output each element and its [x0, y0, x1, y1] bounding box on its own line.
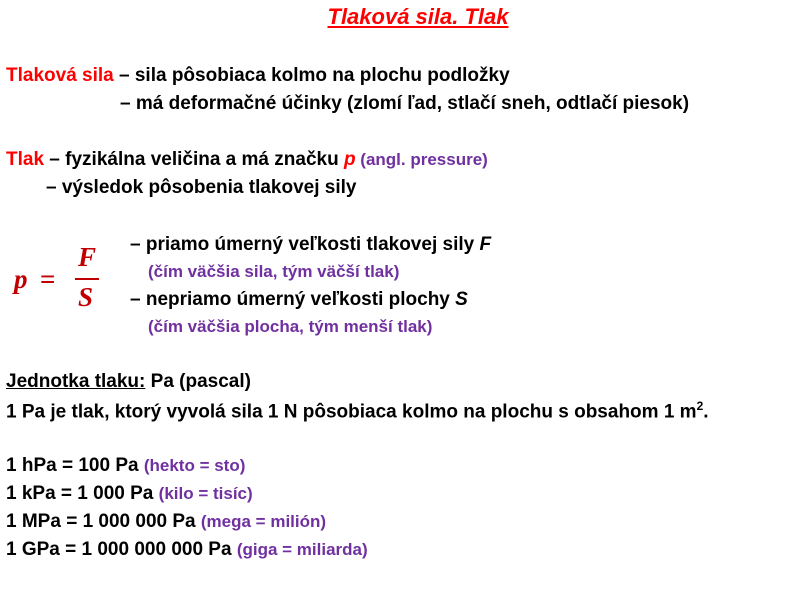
conversion-eq: 1 GPa = 1 000 000 000 Pa	[6, 539, 237, 560]
pressure-term: Tlak	[6, 149, 45, 170]
direct-proportion-note: (čím väčšia sila, tým väčší tlak)	[148, 262, 400, 281]
conversion-eq: 1 hPa = 100 Pa	[6, 455, 144, 476]
unit-period: .	[703, 401, 709, 423]
unit-superscript: 2	[696, 399, 704, 413]
conversion-row	[6, 512, 326, 531]
direct-proportion-text: – priamo úmerný veľkosti tlakovej sily	[130, 234, 480, 255]
pressure-note: (angl. pressure)	[355, 150, 488, 169]
unit-heading: Jednotka tlaku:	[6, 371, 146, 392]
direct-proportion-var: F	[479, 234, 492, 255]
formula-lhs: p	[14, 264, 28, 294]
direct-proportion	[130, 235, 491, 254]
pressure-def-prefix: – fyzikálna veličina a má značku	[44, 149, 344, 170]
pressure-symbol: p	[343, 149, 356, 170]
formula-denominator: S	[78, 282, 94, 312]
inverse-proportion-var: S	[455, 289, 468, 310]
conversion-row	[6, 456, 245, 475]
unit-heading-line	[6, 372, 251, 391]
inverse-proportion-note: (čím väčšia plocha, tým menší tlak)	[148, 317, 433, 336]
pressure-force-def2: – má deformačné účinky (zlomí ľad, stlačí sneh, odtlačí piesok)	[120, 93, 690, 114]
page-title: Tlaková sila. Tlak	[327, 4, 509, 29]
conversion-row	[6, 540, 368, 559]
conversion-eq: 1 kPa = 1 000 Pa	[6, 483, 159, 504]
inverse-proportion-text: – nepriamo úmerný veľkosti plochy	[130, 289, 456, 310]
conversion-eq: 1 MPa = 1 000 000 Pa	[6, 511, 201, 532]
conversion-row	[6, 484, 253, 503]
unit-value: Pa (pascal)	[145, 371, 251, 392]
pressure-force-definition	[6, 66, 510, 85]
unit-definition-text: 1 Pa je tlak, ktorý vyvolá sila 1 N pôsobiaca kolmo na plochu s obsahom 1 m	[6, 401, 697, 423]
pressure-def2: – výsledok pôsobenia tlakovej sily	[46, 177, 357, 198]
formula-equals: =	[40, 264, 56, 294]
formula-numerator: F	[78, 242, 97, 272]
inverse-proportion	[130, 290, 468, 309]
conversion-note: (hekto = sto)	[143, 456, 246, 475]
pressure-definition	[6, 150, 488, 169]
conversion-note: (kilo = tisíc)	[158, 484, 253, 503]
conversion-note: (mega = milión)	[200, 512, 327, 531]
pressure-force-term: Tlaková sila	[6, 65, 114, 86]
pressure-formula	[12, 242, 97, 312]
pressure-force-def1: – sila pôsobiaca kolmo na plochu podložky	[113, 65, 510, 86]
unit-definition	[6, 400, 709, 421]
fraction-bar	[75, 278, 99, 280]
conversion-note: (giga = miliarda)	[236, 540, 368, 559]
